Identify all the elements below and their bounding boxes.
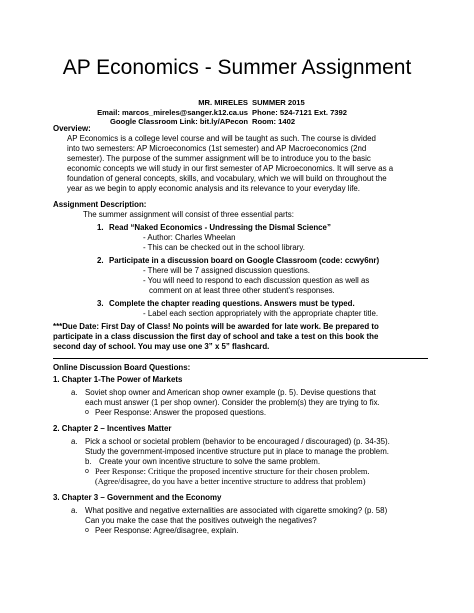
item-detail: - You will need to respond to each discussion question as well as: [143, 276, 370, 285]
divider: [53, 358, 428, 359]
item-number: 3.: [97, 299, 104, 308]
item-label: Read “Naked Economics - Undressing the Dismal Science”: [109, 223, 331, 232]
question-marker: b.: [85, 457, 92, 466]
overview-line: into two semesters: AP Microeconomics (1st semester) and AP Macroeconomics (2nd: [67, 144, 367, 153]
due-date-notice: [53, 322, 428, 352]
page-title: AP Economics - Summer Assignment: [62, 56, 412, 79]
item-label: Participate in a discussion board on Google Classroom (code: ccwy6nr): [109, 256, 380, 265]
discussion-heading: Online Discussion Board Questions:: [53, 363, 191, 372]
question-item: [71, 388, 428, 408]
assignment-item: [97, 223, 428, 233]
chapter-title: 1. Chapter 1-The Power of Markets: [53, 375, 183, 384]
question-line: Create your own incentive structure to solve the same problem.: [99, 457, 321, 466]
assignment-item: [97, 256, 428, 266]
room: Room: 1402: [252, 117, 296, 127]
question-item: [71, 506, 428, 526]
question-marker: a.: [71, 437, 78, 446]
question-line: Pick a school or societal problem (behavior to be encouraged / discouraged) (p. 34-35).: [85, 437, 390, 446]
item-detail: - There will be 7 assigned discussion questions.: [143, 266, 310, 275]
item-detail: - This can be checked out in the school library.: [143, 243, 305, 252]
overview-text: [67, 134, 428, 194]
chapter-title: 2. Chapter 2 – Incentives Matter: [53, 424, 172, 433]
header-left: [88, 98, 248, 127]
question-marker: a.: [71, 388, 78, 397]
overview-line: foundation of general concepts, skills, and vocabulary, which we will build on throughout the: [67, 174, 387, 183]
overview-line: semester). The purpose of the summer assignment will be to introduce you to the basic: [67, 154, 371, 163]
teacher-email: Email: marcos_mireles@sanger.k12.ca.us: [97, 107, 248, 117]
question-marker: a.: [71, 506, 78, 515]
question-line: Study the government-imposed incentive structure put in place to manage the problem.: [85, 447, 389, 456]
question-line: What positive and negative externalities are associated with cigarette smoking? (p. 58): [85, 506, 388, 515]
overview-line: year as we begin to apply economic analysis and its relevance to your everyday life.: [67, 184, 360, 193]
teacher-name: MR. MIRELES: [198, 98, 248, 107]
item-detail: comment on at least three other student's responses.: [149, 286, 335, 295]
item-detail: - Author: Charles Wheelan: [143, 233, 236, 242]
question-line: Soviet shop owner and American shop owner example (p. 5). Devise questions that: [85, 388, 376, 397]
item-number: 2.: [97, 256, 104, 265]
peer-response-line: Peer Response: Agree/disagree, explain.: [95, 526, 239, 535]
question-item: [85, 457, 428, 467]
assignment-item: [97, 299, 428, 309]
question-line: each must answer (1 per shop owner). Consider the problem(s) they are trying to fix.: [85, 398, 380, 407]
classroom-link: Google Classroom Link: bit.ly/APecon: [110, 117, 248, 127]
overview-line: AP Economics is a college level course and will be taught as such. The course is divided: [67, 134, 376, 143]
peer-response-line: (Agree/disagree, do you have a better incentive structure to address that problem): [95, 477, 366, 486]
question-item: [71, 437, 428, 457]
peer-response-line: Peer Response: Answer the proposed questions.: [95, 408, 267, 417]
question-line: Can you make the case that the positives outweigh the negatives?: [85, 516, 317, 525]
overview-heading: Overview:: [53, 124, 91, 133]
overview-line: economic concepts we will study in our first semester of AP Microeconomics. It will serve as a: [67, 164, 394, 173]
bullet-marker: o: [85, 409, 89, 416]
phone: Phone: 524-7121 Ext. 7392: [252, 107, 347, 117]
peer-response-item: [85, 526, 428, 536]
peer-response-item: [85, 467, 428, 487]
assignment-heading: Assignment Description:: [53, 200, 147, 209]
assignment-intro: The summer assignment will consist of three essential parts:: [83, 210, 294, 219]
item-number: 1.: [97, 223, 104, 232]
peer-response-line: Peer Response: Critique the proposed incentive structure for their chosen problem.: [95, 467, 370, 476]
header-right: [252, 98, 347, 127]
chapter-title: 3. Chapter 3 – Government and the Economy: [53, 493, 222, 502]
term: SUMMER 2015: [252, 98, 305, 107]
bullet-marker: o: [85, 527, 89, 534]
due-line: second day of school. You may use one 3” x 5” flashcard.: [53, 342, 270, 351]
due-line: ***Due Date: First Day of Class! No points will be awarded for late work. Be prepared to: [53, 322, 379, 331]
peer-response-item: [85, 408, 428, 418]
item-detail: - Label each section appropriately with the appropriate chapter title.: [143, 309, 379, 318]
due-line: participate in a class discussion the first day of school and take a test on this book the: [53, 332, 379, 341]
item-label: Complete the chapter reading questions. Answers must be typed.: [109, 299, 355, 308]
document-body: [53, 124, 428, 536]
bullet-marker: o: [85, 468, 89, 475]
